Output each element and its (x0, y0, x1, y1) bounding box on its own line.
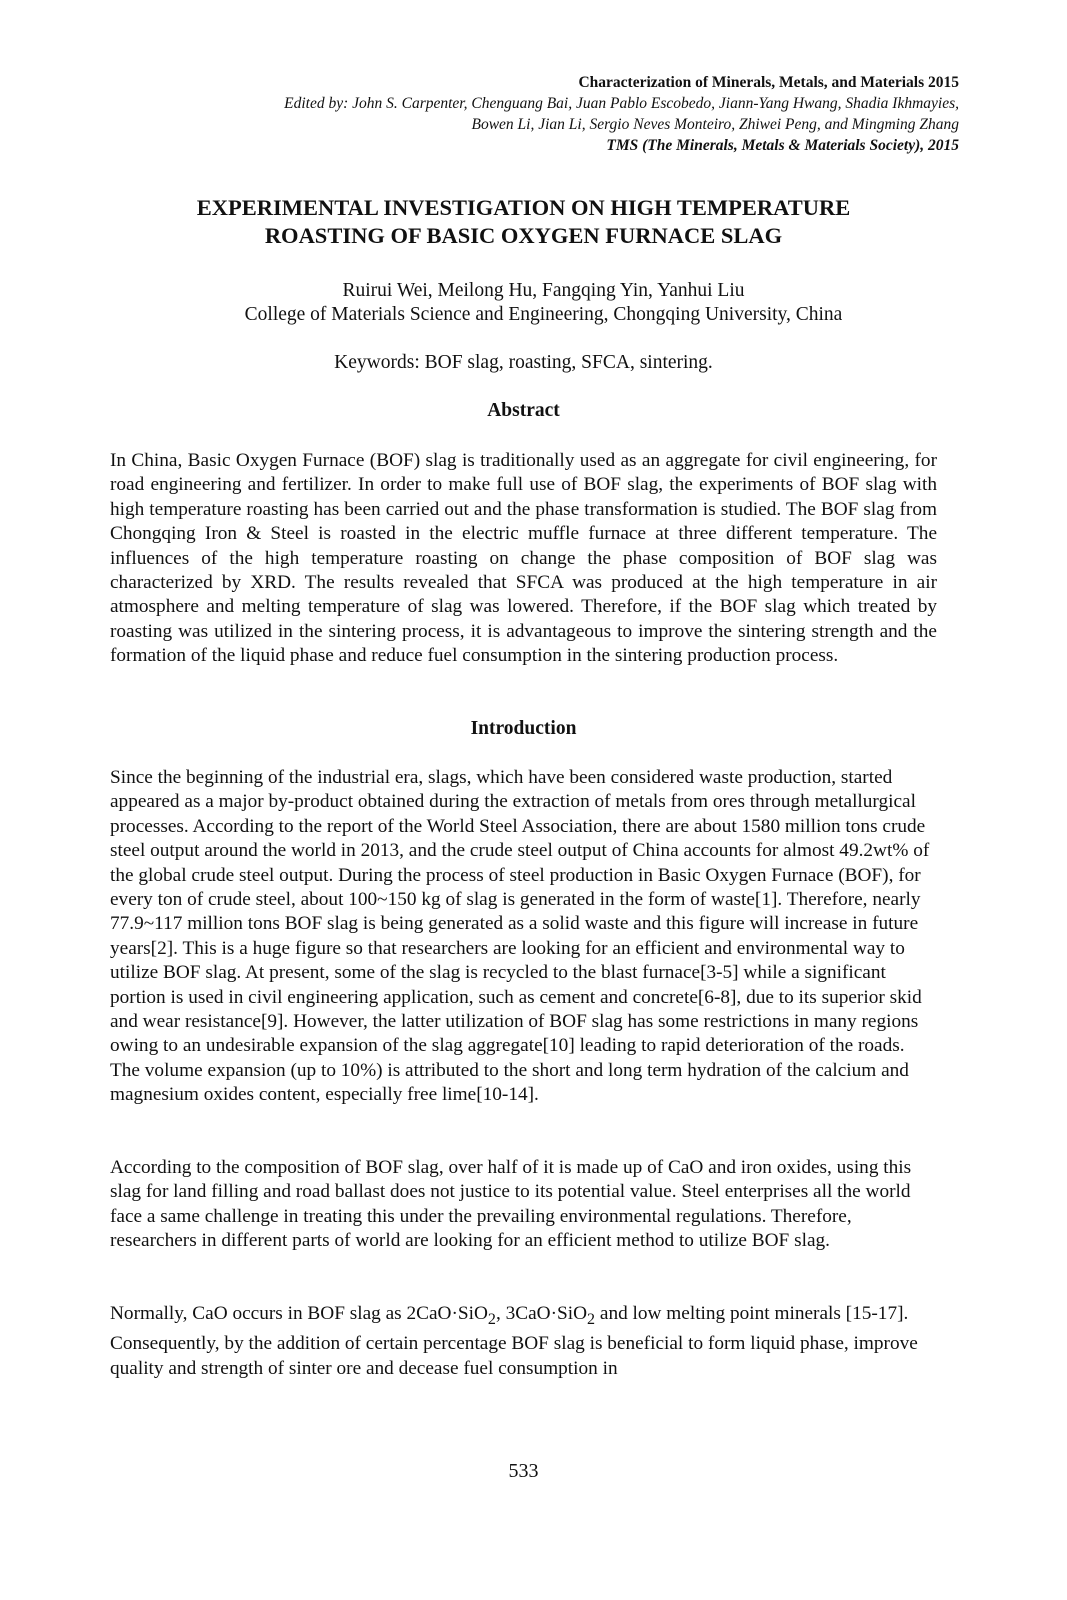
p3-subscript-1: 2 (487, 1310, 496, 1328)
introduction-paragraph-1: Since the beginning of the industrial era, slags, which have been considered waste production, started appeared as a major by-product obtained during the extraction of metals from ores through metallurgical processes. According to the report of the World Steel Association, there are about 1580 million tons crude steel output around the world in 2013, and the crude steel output of China accounts for almost 49.2wt% of the global crude steel output. During the process of steel production in Basic Oxygen Furnace (BOF), for every ton of crude steel, about 100~150 kg of slag is generated in the form of waste[1]. Therefore, nearly 77.9~117 million tons BOF slag is being generated as a solid waste and this figure will increase in future years[2]. This is a huge figure so that researchers are looking for an efficient and environmental way to utilize BOF slag. At present, some of the slag is recycled to the blast furnace[3-5] while a significant portion is used in civil engineering application, such as cement and concrete[6-8], due to its superior skid and wear resistance[9]. However, the latter utilization of BOF slag has some restrictions in many regions owing to an undesirable expansion of the slag aggregate[10] leading to rapid deterioration of the roads. The volume expansion (up to 10%) is attributed to the short and long term hydration of the calcium and magnesium oxides content, especially free lime[10-14]. (110, 767, 930, 1106)
keywords: Keywords: BOF slag, roasting, SFCA, sintering. (334, 352, 713, 373)
paper-title-line-2: ROASTING OF BASIC OXYGEN FURNACE SLAG (264, 223, 783, 248)
page-number: 533 (508, 1460, 539, 1482)
introduction-paragraph-2: According to the composition of BOF slag, over half of it is made up of CaO and iron oxides, using this slag for land filling and road ballast does not justice to its potential value. Steel enterprises all the world face a same challenge in treating this under the prevailing environmental regulations. Therefore, researchers in different parts of world are looking for an efficient method to utilize BOF slag. (110, 1157, 912, 1252)
p3-text-c: and low melting point minerals [15-17]. Consequently, by the addition of certain percentage BOF slag is beneficial to form liquid phase, improve quality and strength of sinter ore and decease fuel consumption in (110, 1303, 918, 1379)
affiliation: College of Materials Science and Engineering, Chongqing University, China (244, 304, 843, 325)
editors-line-2: Bowen Li, Jian Li, Sergio Neves Monteiro, Zhiwei Peng, and Mingming Zhang (471, 116, 959, 133)
abstract-heading: Abstract (487, 400, 560, 421)
p3-text-b: , 3CaO·SiO (495, 1303, 588, 1324)
book-title: Characterization of Minerals, Metals, and Materials 2015 (578, 74, 959, 91)
abstract-text: In China, Basic Oxygen Furnace (BOF) slag is traditionally used as an aggregate for civil engineering, for road engineering and fertilizer. In order to make full use of BOF slag, the experiments of BOF slag with high temperature roasting has been carried out and the phase transformation is studied. The BOF slag from Chongqing Iron & Steel is roasted in the electric muffle furnace at three different temperature. The influences of the high temperature roasting on change the phase composition of BOF slag was characterized by XRD. The results revealed that SFCA was produced at the high temperature in air atmosphere and melting temperature of slag was lowered. Therefore, if the BOF slag which treated by roasting was utilized in the sintering process, it is advantageous to improve the sintering strength and the formation of the liquid phase and reduce fuel consumption in the sintering production process. (110, 450, 937, 667)
p3-subscript-2: 2 (587, 1310, 596, 1328)
paper-title-line-1: EXPERIMENTAL INVESTIGATION ON HIGH TEMPERATURE (196, 195, 851, 220)
publisher-line: TMS (The Minerals, Metals & Materials Society), 2015 (606, 137, 959, 154)
book-header (139, 72, 959, 156)
editors-line-1: Edited by: John S. Carpenter, Chenguang Bai, Juan Pablo Escobedo, Jiann-Yang Hwang, Shadia Ikhmayies, (284, 95, 959, 112)
authors: Ruirui Wei, Meilong Hu, Fangqing Yin, Yanhui Liu (342, 280, 745, 301)
introduction-paragraph-3 (110, 1302, 937, 1381)
introduction-heading: Introduction (470, 718, 577, 739)
paper-title (0, 194, 1047, 250)
author-block (0, 279, 1067, 327)
p3-text-a: Normally, CaO occurs in BOF slag as 2CaO·SiO (110, 1303, 488, 1324)
